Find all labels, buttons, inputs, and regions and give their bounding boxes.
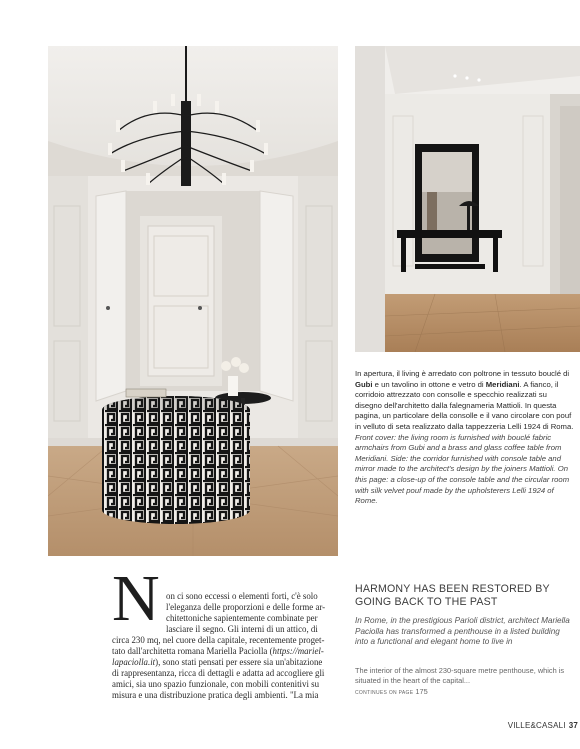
article-line-4: lasciare il segno. Gli interni di un attico, di — [166, 624, 318, 634]
article-line-7-text: ), sono stati pensati per essere sia un'abitazione — [155, 657, 323, 667]
continues-label: CONTINUES ON PAGE — [355, 690, 414, 696]
architect-website-link[interactable]: https://mariel- — [272, 646, 324, 656]
caption-brand-meridiani: Meridiani — [485, 379, 520, 389]
caption-italian — [355, 369, 573, 431]
drop-cap: N — [112, 562, 160, 635]
continues-page-number[interactable]: 175 — [415, 687, 428, 696]
english-headline: HARMONY HAS BEEN RESTORED BY GOING BACK TO THE PAST — [355, 583, 550, 608]
caption-it-part3: . A fianco, il corridoio attrezzato con consolle e specchio realizzati su disegno dell'architetto dalla falegnameria Mattioli. In questa pagina, un particolare della consolle e il vano circolare con pouf in velluto di seta realizzato dalla tappezzeria Lelli 1924 di Roma. — [355, 379, 574, 431]
article-line-2: l'eleganza delle proporzioni e delle forme ar- — [166, 602, 326, 612]
caption-brand-gubi: Gubi — [355, 379, 373, 389]
article-line-7 — [112, 657, 322, 668]
photo-corridor-console — [355, 46, 580, 352]
caption-it-part1: In apertura, il living è arredato con poltrone in tessuto bouclé di — [355, 369, 570, 378]
article-line-10: misura e una distribuzione pratica degli ambienti. "La mia — [112, 690, 319, 700]
article-line-9: amici, sia uno spazio funzionale, con mobili contenitivi su — [112, 679, 320, 689]
article-line-1: on ci sono eccessi o elementi forti, c'è solo — [166, 591, 318, 601]
page-folio — [468, 721, 578, 731]
photo-rotunda-pouf — [48, 46, 338, 556]
article-line-3: chitettoniche sapientemente combinate per — [166, 613, 318, 623]
continues-on-page — [355, 687, 428, 698]
rotunda-illustration — [48, 46, 338, 556]
caption-english: Front cover: the living room is furnished with bouclé fabric armchairs from Gubi and a brass and glass coffee table from Meridiani. Side: the corridor furnished with console table and mirror made to the architect's design by the joiners Mattioli. On this page: a close-up of the console table and the circular room with silk velvet pouf made by the upholsterers Lelli 1924 of Rome. — [355, 432, 570, 506]
article-line-5: circa 230 mq, nel cuore della capitale, recentemente proget- — [112, 635, 325, 645]
article-line-6-text: tato dall'architetta romana Mariella Paciolla ( — [112, 646, 273, 656]
article-line-6 — [112, 646, 324, 657]
photo-caption — [355, 369, 575, 507]
caption-it-part2: e un tavolino in ottone e vetro di — [372, 379, 486, 389]
english-subheading: In Rome, in the prestigious Parioli district, architect Mariella Paciolla has transformed a penthouse in a listed building into a functional and elegant home to live in — [355, 616, 570, 647]
corridor-illustration — [355, 46, 580, 352]
page-number: 37 — [568, 721, 578, 730]
magazine-name: VILLE&CASALI — [507, 721, 566, 730]
article-line-8: di rappresentanza, ricca di dettagli e adatta ad accogliere gli — [112, 668, 325, 678]
english-body: The interior of the almost 230-square metre penthouse, which is situated in the heart of the capital... — [355, 666, 565, 685]
architect-website-link-end[interactable]: lapaciolla.it — [112, 657, 156, 667]
